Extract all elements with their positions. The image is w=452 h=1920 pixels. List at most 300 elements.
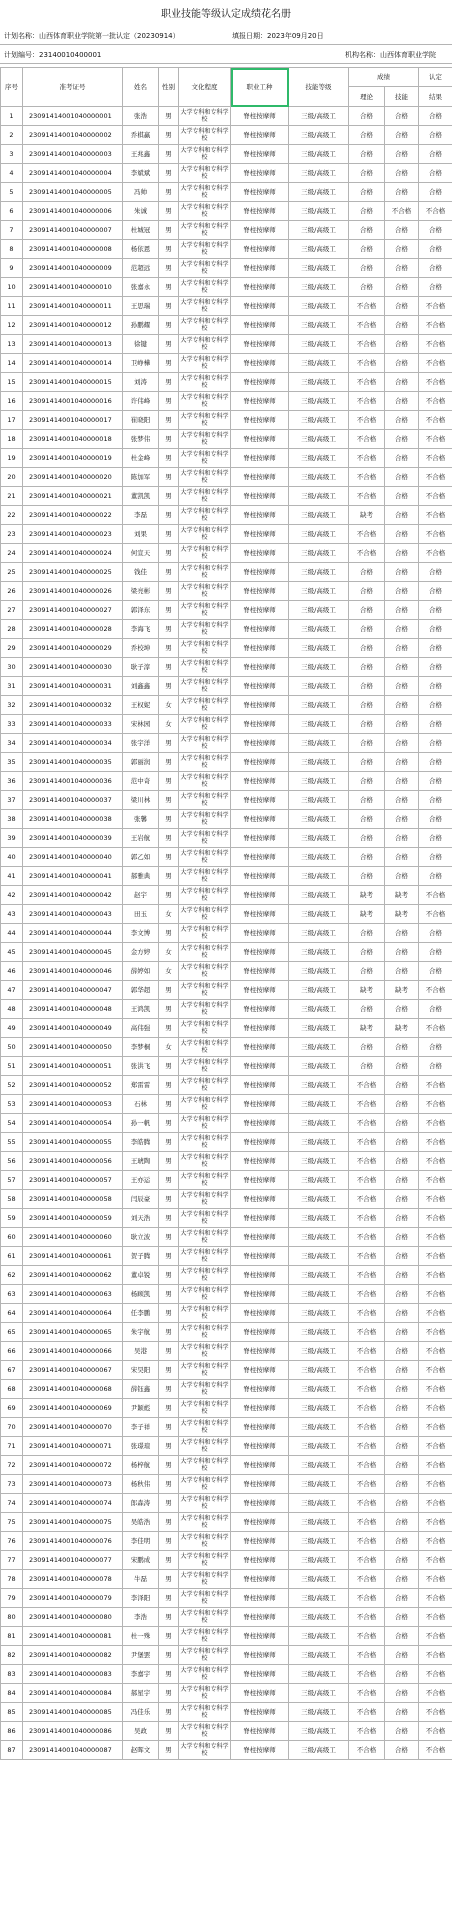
cell-seq: 56 — [1, 1152, 23, 1171]
cell-result: 不合格 — [419, 1209, 452, 1228]
cell-result: 不合格 — [419, 1152, 452, 1171]
cell-occupation: 脊柱按摩师 — [231, 1266, 289, 1285]
cell-result: 不合格 — [419, 525, 452, 544]
cell-name: 郭丽润 — [123, 753, 159, 772]
cell-occupation: 脊柱按摩师 — [231, 1437, 289, 1456]
cell-result: 合格 — [419, 924, 452, 943]
cell-seq: 29 — [1, 639, 23, 658]
cell-education: 大学专科和专科学校 — [179, 1380, 231, 1399]
table-row — [1, 145, 452, 164]
cell-skill: 合格 — [385, 411, 419, 430]
cell-name: 刘涛 — [123, 373, 159, 392]
cell-gender: 男 — [159, 563, 179, 582]
cell-skill: 合格 — [385, 1247, 419, 1266]
table-row — [1, 487, 452, 506]
cell-gender: 男 — [159, 886, 179, 905]
cell-theory: 不合格 — [349, 1418, 385, 1437]
cell-education: 大学专科和专科学校 — [179, 1475, 231, 1494]
table-row — [1, 582, 452, 601]
cell-theory: 不合格 — [349, 297, 385, 316]
cell-occupation: 脊柱按摩师 — [231, 449, 289, 468]
cell-result: 合格 — [419, 772, 452, 791]
cell-seq: 12 — [1, 316, 23, 335]
cell-skill: 合格 — [385, 506, 419, 525]
cell-seq: 82 — [1, 1646, 23, 1665]
cell-level: 三级/高级工 — [289, 525, 349, 544]
cell-exam-no: 23091414001040000061 — [23, 1247, 123, 1266]
cell-name: 梁亮彬 — [123, 582, 159, 601]
cell-exam-no: 23091414001040000038 — [23, 810, 123, 829]
cell-level: 三级/高级工 — [289, 1152, 349, 1171]
cell-level: 三级/高级工 — [289, 221, 349, 240]
table-row — [1, 886, 452, 905]
table-row — [1, 620, 452, 639]
cell-occupation: 脊柱按摩师 — [231, 487, 289, 506]
cell-education: 大学专科和专科学校 — [179, 1304, 231, 1323]
cell-occupation: 脊柱按摩师 — [231, 1418, 289, 1437]
cell-occupation: 脊柱按摩师 — [231, 544, 289, 563]
cell-seq: 83 — [1, 1665, 23, 1684]
cell-name: 张嘉永 — [123, 278, 159, 297]
plan-name-line — [4, 30, 180, 43]
cell-skill: 合格 — [385, 1285, 419, 1304]
cell-occupation: 脊柱按摩师 — [231, 1551, 289, 1570]
cell-exam-no: 23091414001040000029 — [23, 639, 123, 658]
cell-seq: 6 — [1, 202, 23, 221]
header-score: 成绩 — [349, 68, 419, 87]
cell-gender: 男 — [159, 1589, 179, 1608]
cell-occupation: 脊柱按摩师 — [231, 525, 289, 544]
cell-gender: 男 — [159, 145, 179, 164]
cell-exam-no: 23091414001040000006 — [23, 202, 123, 221]
cell-exam-no: 23091414001040000051 — [23, 1057, 123, 1076]
cell-gender: 男 — [159, 848, 179, 867]
cell-skill: 合格 — [385, 240, 419, 259]
cell-theory: 合格 — [349, 734, 385, 753]
cell-level: 三级/高级工 — [289, 1304, 349, 1323]
cell-gender: 男 — [159, 1019, 179, 1038]
cell-education: 大学专科和专科学校 — [179, 1000, 231, 1019]
cell-occupation: 脊柱按摩师 — [231, 867, 289, 886]
table-row — [1, 943, 452, 962]
cell-level: 三级/高级工 — [289, 1019, 349, 1038]
cell-education: 大学专科和专科学校 — [179, 1038, 231, 1057]
cell-skill: 合格 — [385, 715, 419, 734]
cell-name: 尹堡罢 — [123, 1646, 159, 1665]
cell-result: 不合格 — [419, 392, 452, 411]
cell-seq: 77 — [1, 1551, 23, 1570]
table-row — [1, 221, 452, 240]
table-row — [1, 1665, 452, 1684]
cell-theory: 合格 — [349, 791, 385, 810]
cell-exam-no: 23091414001040000070 — [23, 1418, 123, 1437]
cell-name: 杜一殊 — [123, 1627, 159, 1646]
cell-theory: 不合格 — [349, 1532, 385, 1551]
cell-skill: 合格 — [385, 221, 419, 240]
cell-education: 大学专科和专科学校 — [179, 1665, 231, 1684]
table-row — [1, 1000, 452, 1019]
table-row — [1, 658, 452, 677]
cell-name: 薛婷如 — [123, 962, 159, 981]
cell-name: 宋鹏成 — [123, 1551, 159, 1570]
cell-level: 三级/高级工 — [289, 1266, 349, 1285]
cell-education: 大学专科和专科学校 — [179, 924, 231, 943]
cell-occupation: 脊柱按摩师 — [231, 335, 289, 354]
cell-seq: 61 — [1, 1247, 23, 1266]
cell-education: 大学专科和专科学校 — [179, 1494, 231, 1513]
table-row — [1, 316, 452, 335]
cell-level: 三级/高级工 — [289, 772, 349, 791]
cell-education: 大学专科和专科学校 — [179, 1608, 231, 1627]
cell-education: 大学专科和专科学校 — [179, 240, 231, 259]
cell-level: 三级/高级工 — [289, 1057, 349, 1076]
cell-theory: 合格 — [349, 278, 385, 297]
cell-name: 尹颖彪 — [123, 1399, 159, 1418]
cell-result: 合格 — [419, 753, 452, 772]
cell-seq: 32 — [1, 696, 23, 715]
cell-theory: 合格 — [349, 164, 385, 183]
header-education: 文化程度 — [179, 68, 231, 107]
cell-skill: 合格 — [385, 1304, 419, 1323]
cell-occupation: 脊柱按摩师 — [231, 1741, 289, 1760]
cell-skill: 合格 — [385, 1437, 419, 1456]
cell-occupation: 脊柱按摩师 — [231, 1285, 289, 1304]
cell-seq: 59 — [1, 1209, 23, 1228]
cell-theory: 不合格 — [349, 1285, 385, 1304]
cell-seq: 8 — [1, 240, 23, 259]
cell-education: 大学专科和专科学校 — [179, 487, 231, 506]
cell-occupation: 脊柱按摩师 — [231, 278, 289, 297]
cell-level: 三级/高级工 — [289, 981, 349, 1000]
cell-exam-no: 23091414001040000009 — [23, 259, 123, 278]
cell-level: 三级/高级工 — [289, 734, 349, 753]
cell-theory: 不合格 — [349, 1171, 385, 1190]
cell-result: 不合格 — [419, 1418, 452, 1437]
cell-gender: 男 — [159, 753, 179, 772]
cell-level: 三级/高级工 — [289, 696, 349, 715]
cell-gender: 男 — [159, 1551, 179, 1570]
table-row — [1, 1304, 452, 1323]
cell-level: 三级/高级工 — [289, 1399, 349, 1418]
table-row — [1, 1247, 452, 1266]
cell-gender: 男 — [159, 1285, 179, 1304]
cell-theory: 不合格 — [349, 1209, 385, 1228]
cell-skill: 缺考 — [385, 1019, 419, 1038]
cell-education: 大学专科和专科学校 — [179, 544, 231, 563]
cell-result: 不合格 — [419, 1684, 452, 1703]
table-row — [1, 107, 452, 126]
cell-theory: 不合格 — [349, 1589, 385, 1608]
cell-result: 合格 — [419, 810, 452, 829]
cell-skill: 合格 — [385, 525, 419, 544]
cell-level: 三级/高级工 — [289, 582, 349, 601]
cell-name: 郭华超 — [123, 981, 159, 1000]
cell-exam-no: 23091414001040000059 — [23, 1209, 123, 1228]
cell-result: 合格 — [419, 677, 452, 696]
cell-occupation: 脊柱按摩师 — [231, 1361, 289, 1380]
cell-seq: 84 — [1, 1684, 23, 1703]
cell-level: 三级/高级工 — [289, 1228, 349, 1247]
cell-level: 三级/高级工 — [289, 468, 349, 487]
cell-level: 三级/高级工 — [289, 1532, 349, 1551]
header-level: 技能等级 — [289, 68, 349, 107]
cell-exam-no: 23091414001040000007 — [23, 221, 123, 240]
cell-gender: 男 — [159, 1475, 179, 1494]
table-row — [1, 240, 452, 259]
cell-level: 三级/高级工 — [289, 1000, 349, 1019]
cell-gender: 男 — [159, 525, 179, 544]
cell-occupation: 脊柱按摩师 — [231, 1190, 289, 1209]
cell-name: 吴政 — [123, 1722, 159, 1741]
cell-seq: 38 — [1, 810, 23, 829]
table-row — [1, 753, 452, 772]
score-table — [0, 67, 452, 1760]
cell-seq: 40 — [1, 848, 23, 867]
table-row — [1, 1380, 452, 1399]
cell-seq: 79 — [1, 1589, 23, 1608]
cell-level: 三级/高级工 — [289, 677, 349, 696]
cell-result: 不合格 — [419, 1304, 452, 1323]
cell-exam-no: 23091414001040000037 — [23, 791, 123, 810]
cell-seq: 55 — [1, 1133, 23, 1152]
cell-seq: 26 — [1, 582, 23, 601]
cell-education: 大学专科和专科学校 — [179, 1513, 231, 1532]
table-row — [1, 1741, 452, 1760]
cell-exam-no: 23091414001040000081 — [23, 1627, 123, 1646]
cell-theory: 不合格 — [349, 1494, 385, 1513]
cell-name: 王亦运 — [123, 1171, 159, 1190]
cell-occupation: 脊柱按摩师 — [231, 297, 289, 316]
cell-theory: 合格 — [349, 715, 385, 734]
cell-level: 三级/高级工 — [289, 411, 349, 430]
cell-skill: 合格 — [385, 1361, 419, 1380]
cell-theory: 合格 — [349, 753, 385, 772]
cell-seq: 75 — [1, 1513, 23, 1532]
cell-name: 薛钰鑫 — [123, 1380, 159, 1399]
cell-exam-no: 23091414001040000043 — [23, 905, 123, 924]
cell-occupation: 脊柱按摩师 — [231, 639, 289, 658]
cell-result: 不合格 — [419, 1361, 452, 1380]
cell-theory: 不合格 — [349, 1228, 385, 1247]
cell-result: 不合格 — [419, 1703, 452, 1722]
cell-seq: 20 — [1, 468, 23, 487]
cell-level: 三级/高级工 — [289, 829, 349, 848]
cell-skill: 合格 — [385, 1095, 419, 1114]
cell-name: 何宣天 — [123, 544, 159, 563]
cell-result: 不合格 — [419, 506, 452, 525]
cell-result: 不合格 — [419, 1399, 452, 1418]
cell-level: 三级/高级工 — [289, 867, 349, 886]
cell-occupation: 脊柱按摩师 — [231, 506, 289, 525]
cell-name: 董凯凯 — [123, 487, 159, 506]
cell-occupation: 脊柱按摩师 — [231, 943, 289, 962]
cell-exam-no: 23091414001040000042 — [23, 886, 123, 905]
cell-seq: 10 — [1, 278, 23, 297]
cell-seq: 48 — [1, 1000, 23, 1019]
table-row — [1, 164, 452, 183]
cell-exam-no: 23091414001040000050 — [23, 1038, 123, 1057]
cell-name: 崔晓阳 — [123, 411, 159, 430]
cell-gender: 男 — [159, 278, 179, 297]
cell-level: 三级/高级工 — [289, 1703, 349, 1722]
cell-gender: 男 — [159, 658, 179, 677]
cell-level: 三级/高级工 — [289, 297, 349, 316]
cell-theory: 不合格 — [349, 487, 385, 506]
cell-gender: 男 — [159, 924, 179, 943]
cell-skill: 合格 — [385, 183, 419, 202]
table-row — [1, 335, 452, 354]
cell-seq: 11 — [1, 297, 23, 316]
cell-education: 大学专科和专科学校 — [179, 962, 231, 981]
cell-name: 王兆鑫 — [123, 145, 159, 164]
cell-result: 合格 — [419, 696, 452, 715]
cell-exam-no: 23091414001040000004 — [23, 164, 123, 183]
cell-exam-no: 23091414001040000083 — [23, 1665, 123, 1684]
cell-theory: 不合格 — [349, 1323, 385, 1342]
cell-gender: 男 — [159, 335, 179, 354]
header-occupation[interactable]: 职业工种 — [231, 68, 289, 107]
cell-skill: 合格 — [385, 1399, 419, 1418]
table-row — [1, 430, 452, 449]
cell-result: 不合格 — [419, 1665, 452, 1684]
cell-result: 不合格 — [419, 1741, 452, 1760]
cell-result: 合格 — [419, 221, 452, 240]
cell-education: 大学专科和专科学校 — [179, 1627, 231, 1646]
cell-education: 大学专科和专科学校 — [179, 1703, 231, 1722]
cell-exam-no: 23091414001040000068 — [23, 1380, 123, 1399]
cell-occupation: 脊柱按摩师 — [231, 1646, 289, 1665]
cell-level: 三级/高级工 — [289, 753, 349, 772]
cell-education: 大学专科和专科学校 — [179, 278, 231, 297]
cell-theory: 不合格 — [349, 1646, 385, 1665]
cell-occupation: 脊柱按摩师 — [231, 1095, 289, 1114]
cell-skill: 合格 — [385, 1114, 419, 1133]
cell-result: 不合格 — [419, 544, 452, 563]
cell-exam-no: 23091414001040000046 — [23, 962, 123, 981]
table-row — [1, 411, 452, 430]
cell-level: 三级/高级工 — [289, 335, 349, 354]
cell-gender: 男 — [159, 620, 179, 639]
cell-education: 大学专科和专科学校 — [179, 1190, 231, 1209]
cell-occupation: 脊柱按摩师 — [231, 981, 289, 1000]
cell-theory: 不合格 — [349, 1703, 385, 1722]
cell-name: 王鸿凯 — [123, 1000, 159, 1019]
cell-gender: 女 — [159, 715, 179, 734]
cell-result: 合格 — [419, 791, 452, 810]
cell-seq: 71 — [1, 1437, 23, 1456]
cell-exam-no: 23091414001040000018 — [23, 430, 123, 449]
cell-result: 不合格 — [419, 886, 452, 905]
cell-result: 不合格 — [419, 1551, 452, 1570]
cell-occupation: 脊柱按摩师 — [231, 886, 289, 905]
cell-exam-no: 23091414001040000033 — [23, 715, 123, 734]
cell-education: 大学专科和专科学校 — [179, 734, 231, 753]
cell-gender: 男 — [159, 1456, 179, 1475]
cell-result: 合格 — [419, 715, 452, 734]
cell-result: 合格 — [419, 1038, 452, 1057]
cell-skill: 合格 — [385, 1171, 419, 1190]
cell-gender: 男 — [159, 1532, 179, 1551]
cell-exam-no: 23091414001040000034 — [23, 734, 123, 753]
table-row — [1, 525, 452, 544]
cell-education: 大学专科和专科学校 — [179, 1057, 231, 1076]
cell-skill: 合格 — [385, 392, 419, 411]
cell-skill: 合格 — [385, 164, 419, 183]
cell-theory: 不合格 — [349, 1684, 385, 1703]
cell-exam-no: 23091414001040000047 — [23, 981, 123, 1000]
cell-name: 刘果 — [123, 525, 159, 544]
cell-skill: 合格 — [385, 962, 419, 981]
cell-gender: 男 — [159, 411, 179, 430]
cell-education: 大学专科和专科学校 — [179, 829, 231, 848]
cell-theory: 缺考 — [349, 506, 385, 525]
cell-occupation: 脊柱按摩师 — [231, 582, 289, 601]
cell-result: 不合格 — [419, 335, 452, 354]
table-row — [1, 259, 452, 278]
cell-seq: 65 — [1, 1323, 23, 1342]
cell-education: 大学专科和专科学校 — [179, 1646, 231, 1665]
cell-name: 贺子腾 — [123, 1247, 159, 1266]
cell-seq: 37 — [1, 791, 23, 810]
cell-name: 牛磊 — [123, 1570, 159, 1589]
cell-name: 金方婷 — [123, 943, 159, 962]
cell-skill: 合格 — [385, 1456, 419, 1475]
cell-theory: 不合格 — [349, 1627, 385, 1646]
cell-name: 王权妮 — [123, 696, 159, 715]
cell-skill: 合格 — [385, 373, 419, 392]
cell-gender: 男 — [159, 373, 179, 392]
cell-theory: 合格 — [349, 810, 385, 829]
cell-gender: 男 — [159, 1266, 179, 1285]
cell-gender: 男 — [159, 639, 179, 658]
cell-exam-no: 23091414001040000074 — [23, 1494, 123, 1513]
plan-name-value: 山西体育职业学院第一批认定（20230914） — [39, 32, 180, 40]
cell-occupation: 脊柱按摩师 — [231, 696, 289, 715]
cell-skill: 合格 — [385, 1551, 419, 1570]
cell-name: 田玉 — [123, 905, 159, 924]
cell-occupation: 脊柱按摩师 — [231, 715, 289, 734]
cell-education: 大学专科和专科学校 — [179, 1361, 231, 1380]
cell-gender: 男 — [159, 202, 179, 221]
cell-name: 张宇洋 — [123, 734, 159, 753]
cell-name: 王岩航 — [123, 829, 159, 848]
cell-name: 宋昊阳 — [123, 1361, 159, 1380]
table-row — [1, 981, 452, 1000]
meta-divider — [0, 63, 452, 64]
table-row — [1, 1266, 452, 1285]
cell-name: 张馨 — [123, 810, 159, 829]
cell-result: 合格 — [419, 734, 452, 753]
cell-seq: 58 — [1, 1190, 23, 1209]
cell-gender: 男 — [159, 1114, 179, 1133]
cell-occupation: 脊柱按摩师 — [231, 1114, 289, 1133]
cell-exam-no: 23091414001040000076 — [23, 1532, 123, 1551]
cell-theory: 合格 — [349, 582, 385, 601]
cell-seq: 74 — [1, 1494, 23, 1513]
table-row — [1, 1038, 452, 1057]
cell-result: 不合格 — [419, 1285, 452, 1304]
cell-seq: 27 — [1, 601, 23, 620]
cell-name: 高伟强 — [123, 1019, 159, 1038]
cell-gender: 男 — [159, 1608, 179, 1627]
cell-theory: 合格 — [349, 848, 385, 867]
cell-theory: 不合格 — [349, 1741, 385, 1760]
cell-theory: 不合格 — [349, 335, 385, 354]
cell-skill: 合格 — [385, 924, 419, 943]
cell-theory: 合格 — [349, 126, 385, 145]
cell-result: 不合格 — [419, 1456, 452, 1475]
cell-theory: 不合格 — [349, 1266, 385, 1285]
